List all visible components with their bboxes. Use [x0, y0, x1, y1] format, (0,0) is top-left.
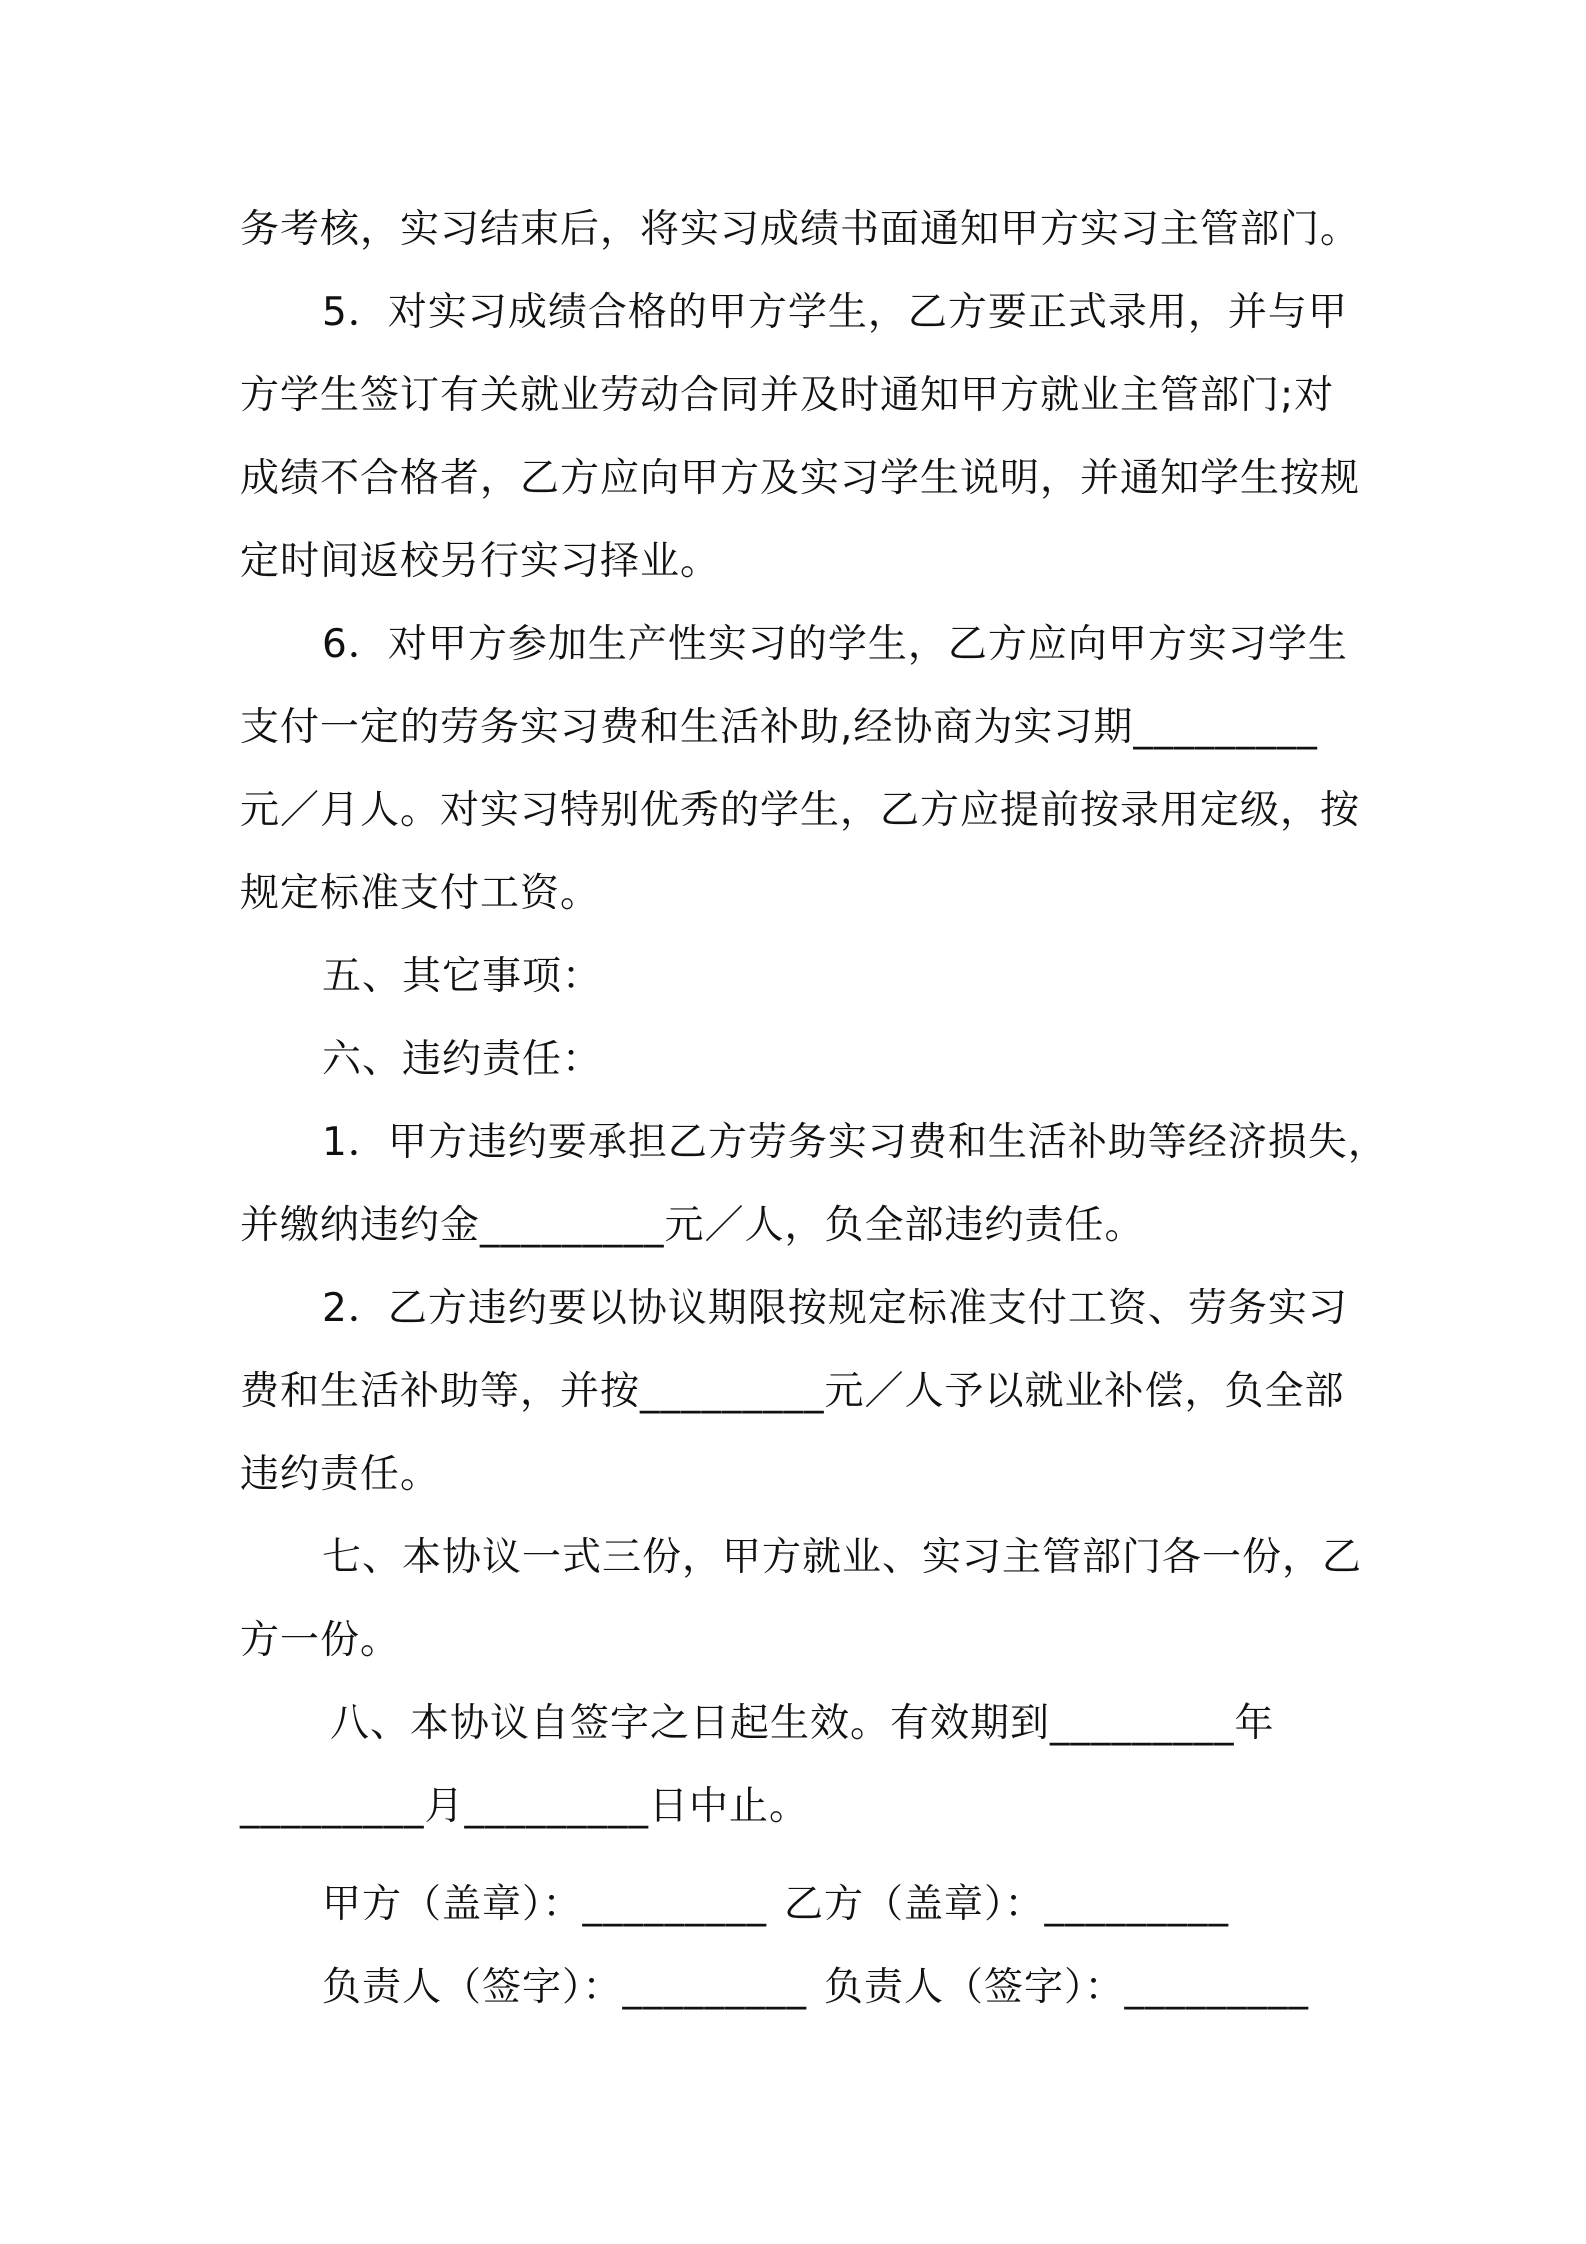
party-b-signature-field: 负责人（签字）：_________	[824, 1965, 1310, 2010]
paragraph-line-13: 并缴纳违约金_________元／人，负全部违约责任。	[240, 1203, 1145, 1248]
paragraph-line-7: 支付一定的劳务实习费和生活补助,经协商为实习期_________	[240, 705, 1318, 750]
paragraph-line-2: 5．对实习成绩合格的甲方学生，乙方要正式录用，并与甲	[322, 290, 1348, 335]
party-b-seal-field: 乙方（盖章）：_________	[784, 1882, 1230, 1927]
paragraph-line-1: 务考核，实习结束后，将实习成绩书面通知甲方实习主管部门。	[240, 207, 1361, 252]
paragraph-line-14: 2．乙方违约要以协议期限按规定标准支付工资、劳务实习	[322, 1286, 1348, 1331]
paragraph-line-8: 元／月人。对实习特别优秀的学生，乙方应提前按录用定级，按	[240, 788, 1361, 833]
section-heading-5: 五、其它事项：	[322, 954, 603, 999]
party-a-signature-field: 负责人（签字）：_________	[322, 1965, 808, 2010]
section-heading-7: 七、本协议一式三份，甲方就业、实习主管部门各一份，乙	[322, 1535, 1363, 1580]
paragraph-line-15: 费和生活补助等，并按_________元／人予以就业补偿，负全部	[240, 1369, 1345, 1414]
paragraph-line-9: 规定标准支付工资。	[240, 871, 601, 916]
paragraph-line-6: 6．对甲方参加生产性实习的学生，乙方应向甲方实习学生	[322, 622, 1348, 667]
section-heading-6: 六、违约责任：	[322, 1037, 603, 1082]
paragraph-line-16: 违约责任。	[240, 1452, 441, 1497]
paragraph-line-18: 方一份。	[240, 1618, 401, 1663]
paragraph-line-3: 方学生签订有关就业劳动合同并及时通知甲方就业主管部门;对	[240, 373, 1335, 418]
party-a-seal-field: 甲方（盖章）：_________	[322, 1882, 768, 1927]
paragraph-line-5: 定时间返校另行实习择业。	[240, 539, 721, 584]
paragraph-line-4: 成绩不合格者，乙方应向甲方及实习学生说明，并通知学生按规	[240, 456, 1361, 501]
section-heading-8: 八、本协议自签字之日起生效。有效期到_________年	[330, 1701, 1275, 1746]
paragraph-line-20: _________月_________日中止。	[240, 1784, 810, 1829]
paragraph-line-12: 1．甲方违约要承担乙方劳务实习费和生活补助等经济损失，	[322, 1120, 1388, 1165]
